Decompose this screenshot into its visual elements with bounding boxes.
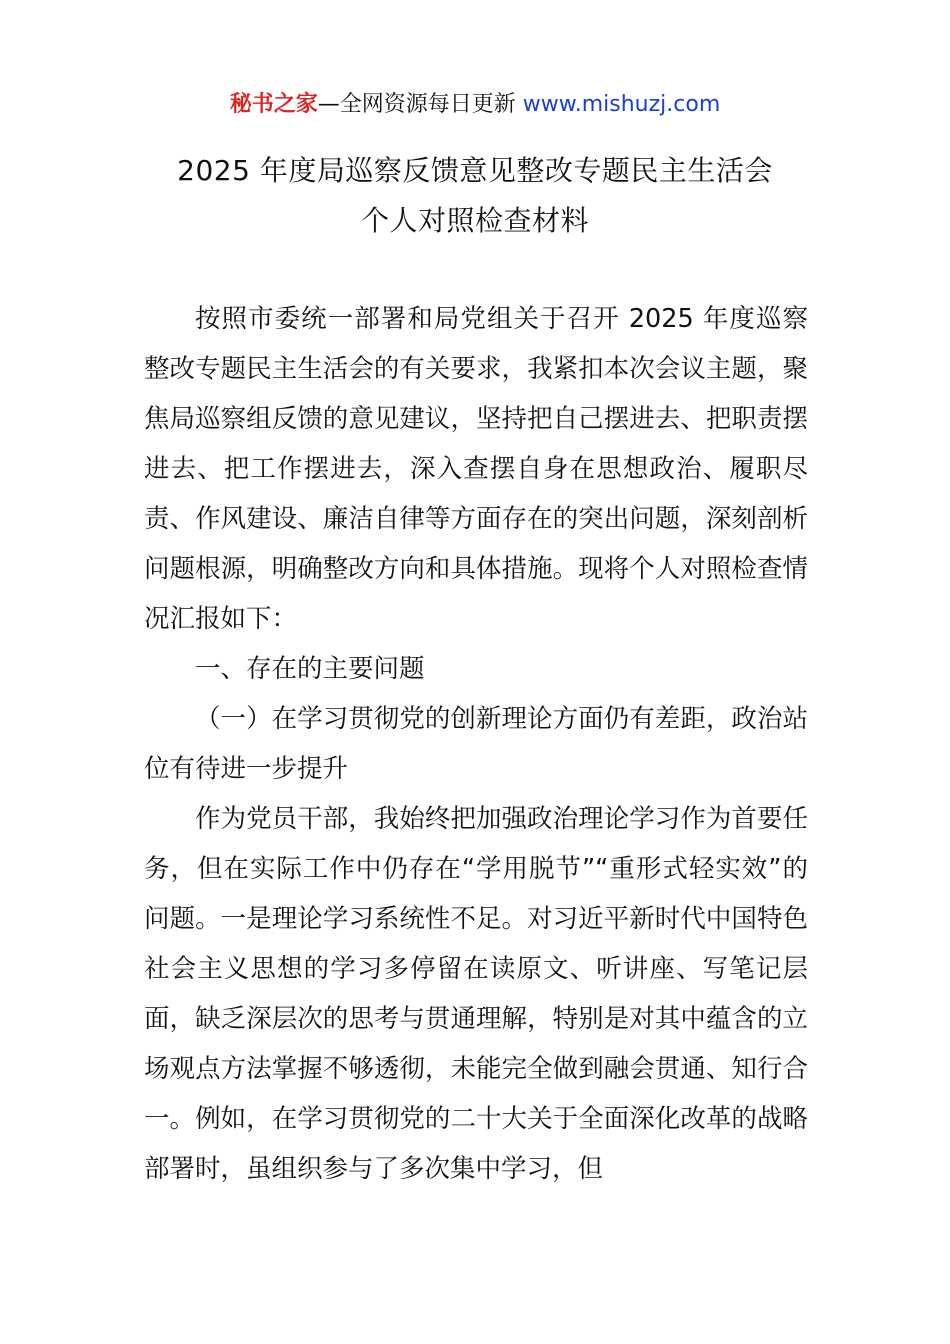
intro-paragraph: 按照市委统一部署和局党组关于召开 2025 年度巡察整改专题民主生活会的有关要求，我紧扣本次会议主题，聚焦局巡察组反馈的意见建议，坚持把自己摆进去、把职责摆进去、把工作摆进去，深入查摆自身在思想政治、履职尽责、作风建设、廉洁自律等方面存在的突出问题，深刻剖析问题根源，明确整改方向和具体措施。现将个人对照检查情况汇报如下： xyxy=(144,304,808,634)
section-heading: 一、存在的主要问题 xyxy=(195,654,425,684)
document-title xyxy=(0,146,950,246)
site-header xyxy=(0,88,950,122)
document-body xyxy=(144,294,808,1194)
brand-name: 秘书之家 xyxy=(229,92,318,117)
header-tagline: —全网资源每日更新 xyxy=(317,92,523,117)
body-paragraph: 作为党员干部，我始终把加强政治理论学习作为首要任务，但在实际工作中仍存在“学用脱节”“重形式轻实效”的问题。一是理论学习系统性不足。对习近平新时代中国特色社会主义思想的学习多停留在读原文、听讲座、写笔记层面，缺乏深层次的思考与贯通理解，特别是对其中蕴含的立场观点方法掌握不够透彻，未能完全做到融会贯通、知行合一。例如，在学习贯彻党的二十大关于全面深化改革的战略部署时，虽组织参与了多次集中学习，但 xyxy=(144,804,808,1184)
site-url-link[interactable]: www.mishuzj.com xyxy=(522,92,721,117)
title-line-1: 2025 年度局巡察反馈意见整改专题民主生活会 xyxy=(177,154,773,187)
title-line-2: 个人对照检查材料 xyxy=(360,204,589,237)
subsection-heading: （一）在学习贯彻党的创新理论方面仍有差距，政治站位有待进一步提升 xyxy=(144,704,808,784)
